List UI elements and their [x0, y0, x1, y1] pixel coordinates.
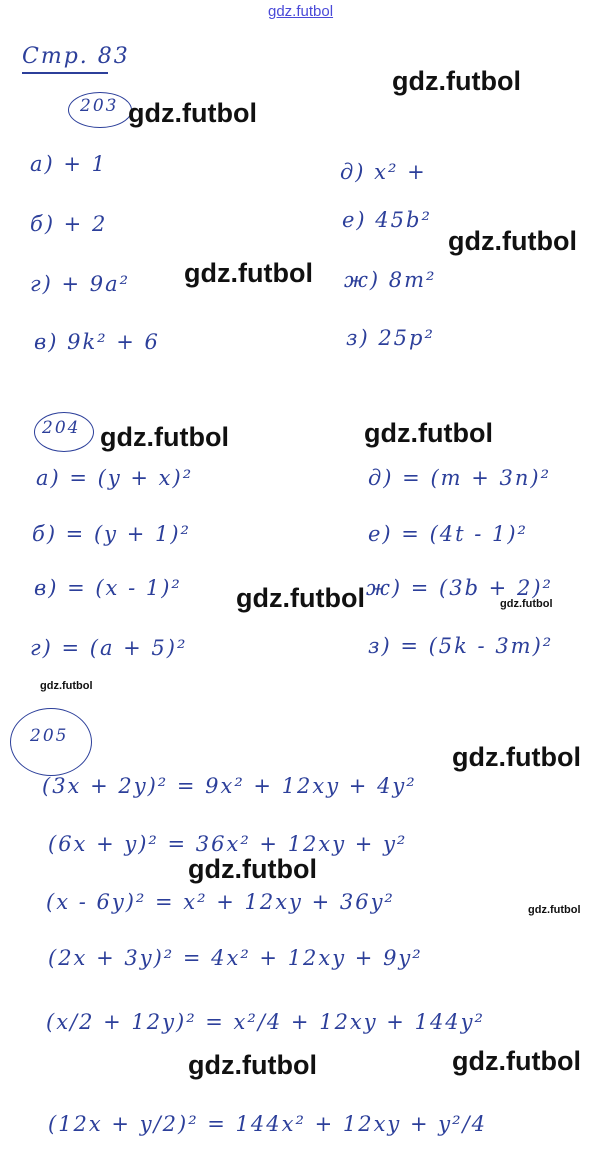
- watermark: gdz.futbol: [236, 583, 365, 613]
- watermark-top[interactable]: gdz.futbol: [268, 3, 334, 20]
- ex205-line: (12x + y/2)² = 144x² + 12xy + y²/4: [48, 1112, 487, 1136]
- watermark: gdz.futbol: [100, 422, 229, 452]
- ex203-right-item: е) 45b²: [342, 208, 432, 232]
- ex204-left-item: в) = (x - 1)²: [34, 576, 182, 600]
- watermark-small: gdz.futbol: [40, 680, 93, 692]
- exercise-205-number: 205: [30, 726, 69, 746]
- ex205-line: (x/2 + 12y)² = x²/4 + 12xy + 144y²: [46, 1010, 485, 1034]
- page-label: Стр. 83: [22, 44, 130, 69]
- ex204-right-item: з) = (5k - 3m)²: [368, 634, 554, 658]
- ex203-right-item: д) x² +: [340, 160, 427, 184]
- watermark: gdz.futbol: [184, 258, 313, 288]
- ex205-line: (3x + 2y)² = 9x² + 12xy + 4y²: [42, 774, 417, 798]
- watermark: gdz.futbol: [128, 98, 257, 128]
- ex205-line: (x - 6y)² = x² + 12xy + 36y²: [46, 890, 395, 914]
- ex205-line: (2x + 3y)² = 4x² + 12xy + 9y²: [48, 946, 423, 970]
- ex203-left-item: в) 9k² + 6: [34, 330, 160, 354]
- ex205-line: (6x + y)² = 36x² + 12xy + y²: [48, 832, 408, 856]
- ex204-left-item: б) = (y + 1)²: [32, 522, 191, 546]
- page-label-underline: [22, 72, 108, 74]
- watermark: gdz.futbol: [448, 226, 577, 256]
- exercise-203-number: 203: [80, 96, 119, 116]
- ex203-left-item: а) + 1: [30, 152, 108, 176]
- ex203-right-item: з) 25p²: [346, 326, 435, 350]
- watermark: gdz.futbol: [452, 742, 581, 772]
- ex204-right-item: е) = (4t - 1)²: [368, 522, 528, 546]
- ex203-left-item: г) + 9a²: [30, 272, 131, 296]
- ex204-right-item: ж) = (3b + 2)²: [366, 576, 553, 600]
- ex204-left-item: г) = (a + 5)²: [30, 636, 188, 660]
- exercise-204-number: 204: [42, 418, 81, 438]
- watermark: gdz.futbol: [364, 418, 493, 448]
- ex204-right-item: д) = (m + 3n)²: [368, 466, 551, 490]
- watermark-small: gdz.futbol: [528, 904, 581, 916]
- watermark: gdz.futbol: [188, 854, 317, 884]
- ex203-left-item: б) + 2: [30, 212, 108, 236]
- watermark-small: gdz.futbol: [500, 598, 553, 610]
- watermark: gdz.futbol: [392, 66, 521, 96]
- watermark: gdz.futbol: [452, 1046, 581, 1076]
- ex204-left-item: а) = (y + x)²: [36, 466, 194, 490]
- watermark: gdz.futbol: [188, 1050, 317, 1080]
- ex203-right-item: ж) 8m²: [344, 268, 437, 292]
